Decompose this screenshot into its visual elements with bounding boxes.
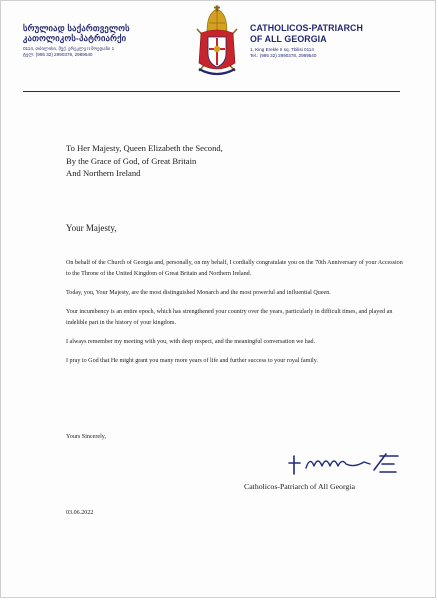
body-paragraph: I always remember my meeting with you, with deep respect, and the meaningful conversation we had. [66,339,316,345]
letter-body [66,258,406,375]
english-title-line2: OF ALL GEORGIA [250,33,327,44]
closing: Yours Sincerely, [66,434,106,440]
salutation: Your Majesty, [66,223,117,233]
recipient-line: And Northern Ireland [66,168,141,179]
georgian-title-line2: კათოლიკოს-პატრიარქი [23,33,127,43]
georgian-title-line1: სრულიად საქართველოს [23,23,130,33]
body-paragraph: Your incumbency is an entire epoch, which has strengthened your country over the years, particularly in difficult times, and played an indelible part in the history of your kingdom. [66,309,393,326]
letterhead [1,1,435,91]
recipient-block [66,142,223,180]
letterhead-english [250,23,400,60]
letter-date: 03.06.2022 [66,510,94,516]
georgian-phone: ტელ: (995 32) 2990378, 2989540 [23,52,93,58]
signatory-title: Catholicos-Patriarch of All Georgia [244,482,355,491]
georgian-address: 0114, თბილისი, შუქ. ერეკლე II მოედანი 1 [23,46,115,51]
english-phone: Tel.: (995 32) 2990378, 2989540 [250,53,317,59]
recipient-line: By the Grace of God, of Great Britain [66,155,197,166]
body-paragraph: I pray to God that He might grant you many more years of life and further success to your royal family. [66,358,318,364]
patriarchate-emblem [191,5,243,83]
english-address: 1, King Erekle II sq. Tbilisi 0114 [250,47,314,52]
body-paragraph: Today, you, Your Majesty, are the most distinguished Monarch and the most powerful and influential Queen. [66,290,331,296]
letterhead-georgian [23,23,183,59]
header-divider [23,91,400,92]
body-paragraph: On behalf of the Church of Georgia and, personally, on my behalf, I cordially congratulate you on the 70th Anniversary of your Accession to the Throne of the United Kingdom of Great Britain and Northern Ireland. [66,260,403,277]
english-title-line1: CATHOLICOS-PATRIARCH [250,23,363,33]
recipient-line: To Her Majesty, Queen Elizabeth the Second, [66,143,223,153]
handwritten-signature [288,448,408,478]
